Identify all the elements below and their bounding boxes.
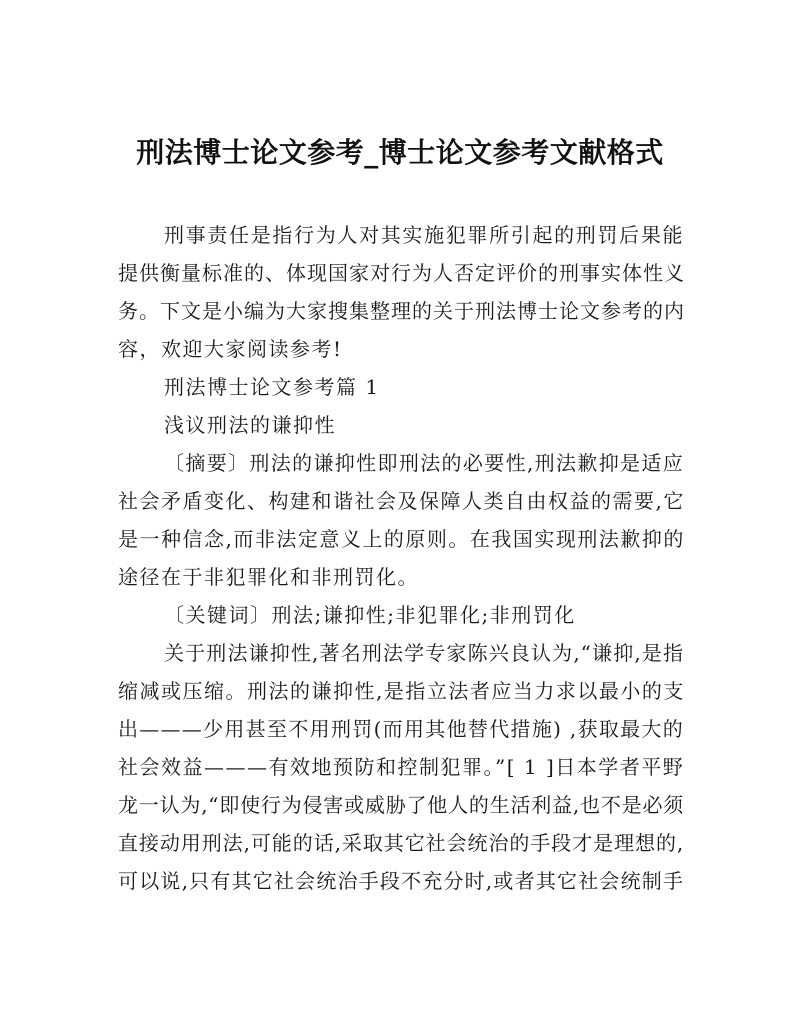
text-line: 务。下文是小编为大家搜集整理的关于刑法博士论文参考的内: [118, 299, 685, 323]
text-line: 社会矛盾变化、构建和谐社会及保障人类自由权益的需要,它: [118, 489, 685, 513]
text-line: 容，欢迎大家阅读参考!: [118, 337, 343, 361]
document-body: [118, 216, 684, 900]
text-line: 社会效益———有效地预防和控制犯罪。”[ 1 ]日本学者平野: [118, 755, 685, 779]
text-line: 〔关键词〕刑法;谦抑性;非犯罪化;非刑罚化: [164, 603, 576, 627]
text-line: 刑事责任是指行为人对其实施犯罪所引起的刑罚后果能: [164, 223, 684, 247]
text-line: 龙一认为,“即使行为侵害或威胁了他人的生活利益,也不是必须: [118, 793, 684, 817]
text-line: 浅议刑法的谦抑性: [164, 413, 336, 437]
text-line: 关于刑法谦抑性,著名刑法学专家陈兴良认为,“谦抑,是指: [164, 641, 684, 665]
text-line: 途径在于非犯罪化和非刑罚化。: [118, 565, 419, 589]
text-line: 刑法博士论文参考篇 1: [164, 375, 380, 399]
text-line: 出———少用甚至不用刑罚(而用其他替代措施) ,获取最大的: [118, 717, 684, 741]
document-title: 刑法博士论文参考_博士论文参考文献格式: [136, 136, 664, 169]
text-line: 缩减或压缩。刑法的谦抑性,是指立法者应当力求以最小的支: [118, 679, 685, 703]
text-line: 是一种信念,而非法定意义上的原则。在我国实现刑法歉抑的: [118, 527, 685, 551]
text-line: 提供衡量标准的、体现国家对行为人否定评价的刑事实体性义: [118, 261, 685, 285]
text-line: 可以说,只有其它社会统治手段不充分时,或者其它社会统制手: [118, 869, 684, 893]
text-line: 〔摘要〕刑法的谦抑性即刑法的必要性,刑法歉抑是适应: [164, 451, 684, 475]
text-line: 直接动用刑法,可能的话,采取其它社会统治的手段才是理想的,: [118, 831, 684, 855]
